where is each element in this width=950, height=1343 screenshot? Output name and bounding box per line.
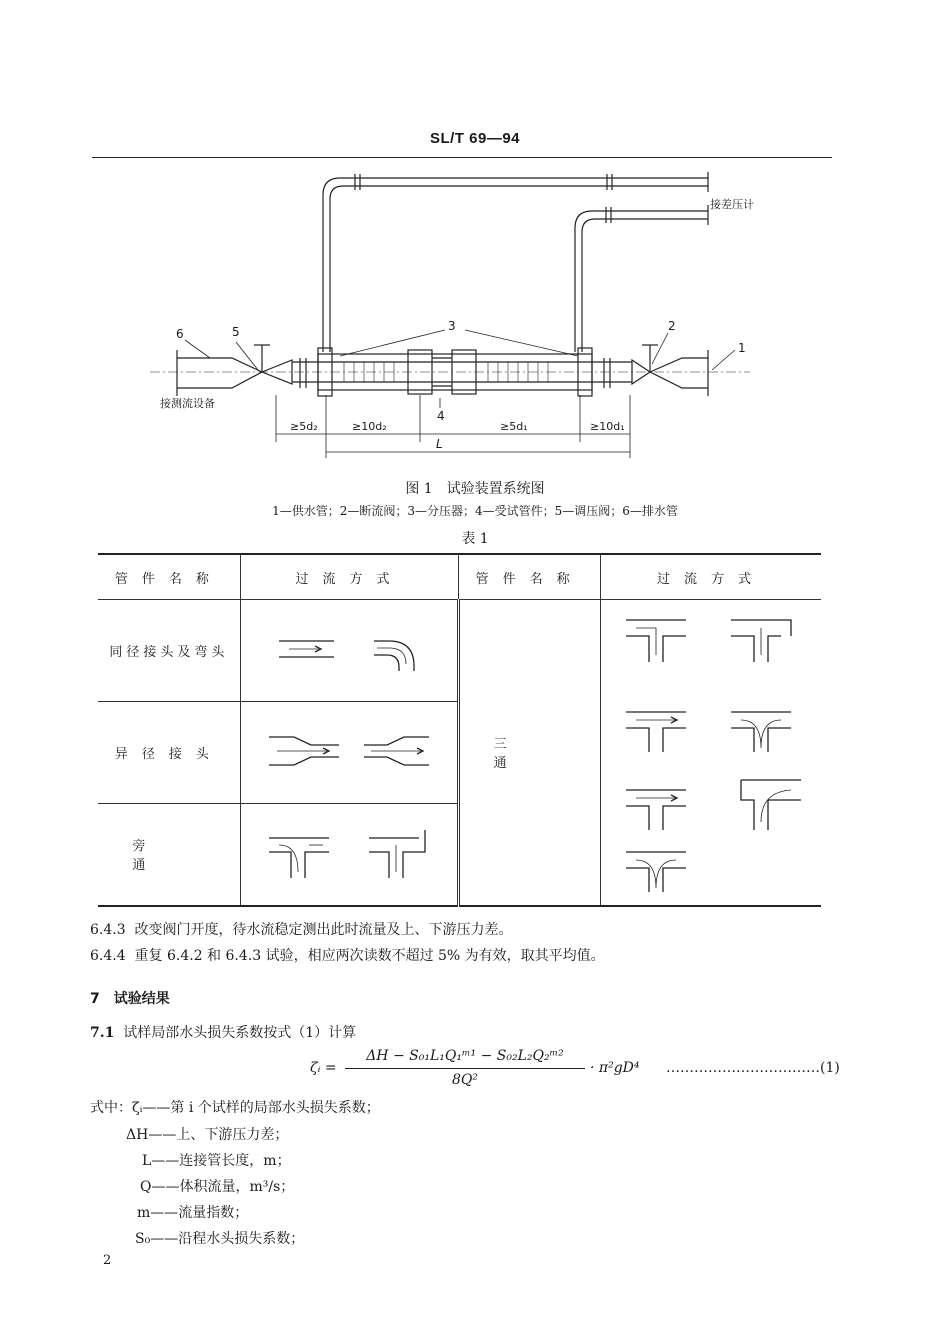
- equation-tail: · π²gD⁴: [590, 1060, 640, 1076]
- label-4: 4: [437, 409, 445, 423]
- manometer-tube-right-inner: [582, 219, 708, 352]
- equation-denominator: 8Q²: [452, 1072, 478, 1088]
- flow-icons-reducer: [240, 702, 459, 804]
- label-manometer: 接差压计: [710, 198, 754, 211]
- flow-icons-same-diameter: [240, 600, 459, 702]
- equation-lhs: ζᵢ =: [310, 1060, 337, 1076]
- var-delta-h: ΔH——上、下游压力差；: [126, 1127, 289, 1143]
- page-number: 2: [103, 1253, 112, 1268]
- dim-10d2: ≥10d₂: [352, 420, 387, 433]
- header-rule: [92, 157, 832, 158]
- label-6: 6: [176, 327, 184, 341]
- dim-5d2: ≥5d₂: [290, 420, 318, 433]
- header-fitting-name-1: 管件名称: [98, 554, 240, 600]
- para-7-1-number: 7.1: [90, 1025, 115, 1041]
- para-7-1-text: 试样局部水头损失系数按式（1）计算: [123, 1025, 357, 1041]
- row-name-reducer: 异径接头: [98, 702, 240, 804]
- dim-5d1: ≥5d₁: [500, 420, 528, 433]
- para-6-4-4-number: 6.4.4: [90, 948, 126, 964]
- var-m: m——流量指数；: [137, 1205, 249, 1221]
- label-flowmeter: 接测流设备: [160, 397, 215, 410]
- straight-and-elbow-icon: [249, 619, 449, 679]
- header-flow-mode-2: 过流方式: [600, 554, 821, 600]
- label-2: 2: [668, 319, 676, 333]
- table-title: 表 1: [461, 531, 489, 547]
- drain-pipe: [177, 358, 262, 388]
- figure-legend: 1—供水管；2—断流阀；3—分压器；4—受试管件；5—调压阀；6—排水管: [272, 504, 678, 518]
- para-6-4-3: [90, 920, 513, 940]
- label-3: 3: [448, 319, 456, 333]
- section-7-heading: 7 试验结果: [90, 991, 170, 1007]
- para-6-4-4-text: 重复 6.4.2 和 6.4.3 试验，相应两次读数不超过 5% 为有效，取其平均值。: [134, 948, 605, 964]
- dim-10d1: ≥10d₁: [590, 420, 625, 433]
- para-7-1: [90, 1023, 356, 1043]
- reducer-icon: [249, 721, 449, 781]
- var-s0: S₀——沿程水头损失系数；: [135, 1231, 305, 1247]
- header-flow-mode-1: 过流方式: [240, 554, 459, 600]
- para-6-4-3-number: 6.4.3: [90, 922, 126, 938]
- standard-code: SL/T 69—94: [429, 130, 521, 147]
- row-name-same-diameter: 同径接头及弯头: [98, 600, 240, 702]
- var-q: Q——体积流量，m³/s；: [140, 1179, 295, 1195]
- para-6-4-3-text: 改变阀门开度，待水流稳定测出此时流量及上、下游压力差。: [134, 922, 513, 938]
- label-1: 1: [738, 341, 746, 355]
- manometer-tube-right-outer: [575, 211, 708, 352]
- row-name-bypass: 旁通: [98, 804, 240, 906]
- flow-icons-tee: [600, 600, 821, 906]
- fitting-table: [98, 553, 821, 907]
- manometer-tube-left-outer: [323, 178, 708, 352]
- tee-name: 三通: [459, 600, 601, 906]
- supply-pipe: [650, 358, 708, 388]
- para-6-4-4: [90, 946, 605, 966]
- figure-caption: 图 1 试验装置系统图: [405, 481, 545, 497]
- header-fitting-name-2: 管件名称: [459, 554, 601, 600]
- bypass-icon: [249, 822, 449, 882]
- equation-label: ……………………………(1): [666, 1060, 840, 1076]
- var-l: L——连接管长度，m；: [142, 1153, 291, 1169]
- dim-L: L: [436, 437, 443, 451]
- where-line: 式中：ζᵢ——第 i 个试样的局部水头损失系数；: [90, 1100, 380, 1116]
- tee-flow-icons: [601, 600, 821, 900]
- flow-icons-bypass: [240, 804, 459, 906]
- equation-numerator: ΔH − S₀₁L₁Q₁ᵐ¹ − S₀₂L₂Q₂ᵐ²: [366, 1048, 564, 1064]
- apparatus-diagram: [0, 160, 950, 470]
- fraction-bar: [345, 1068, 585, 1069]
- label-5: 5: [232, 325, 240, 339]
